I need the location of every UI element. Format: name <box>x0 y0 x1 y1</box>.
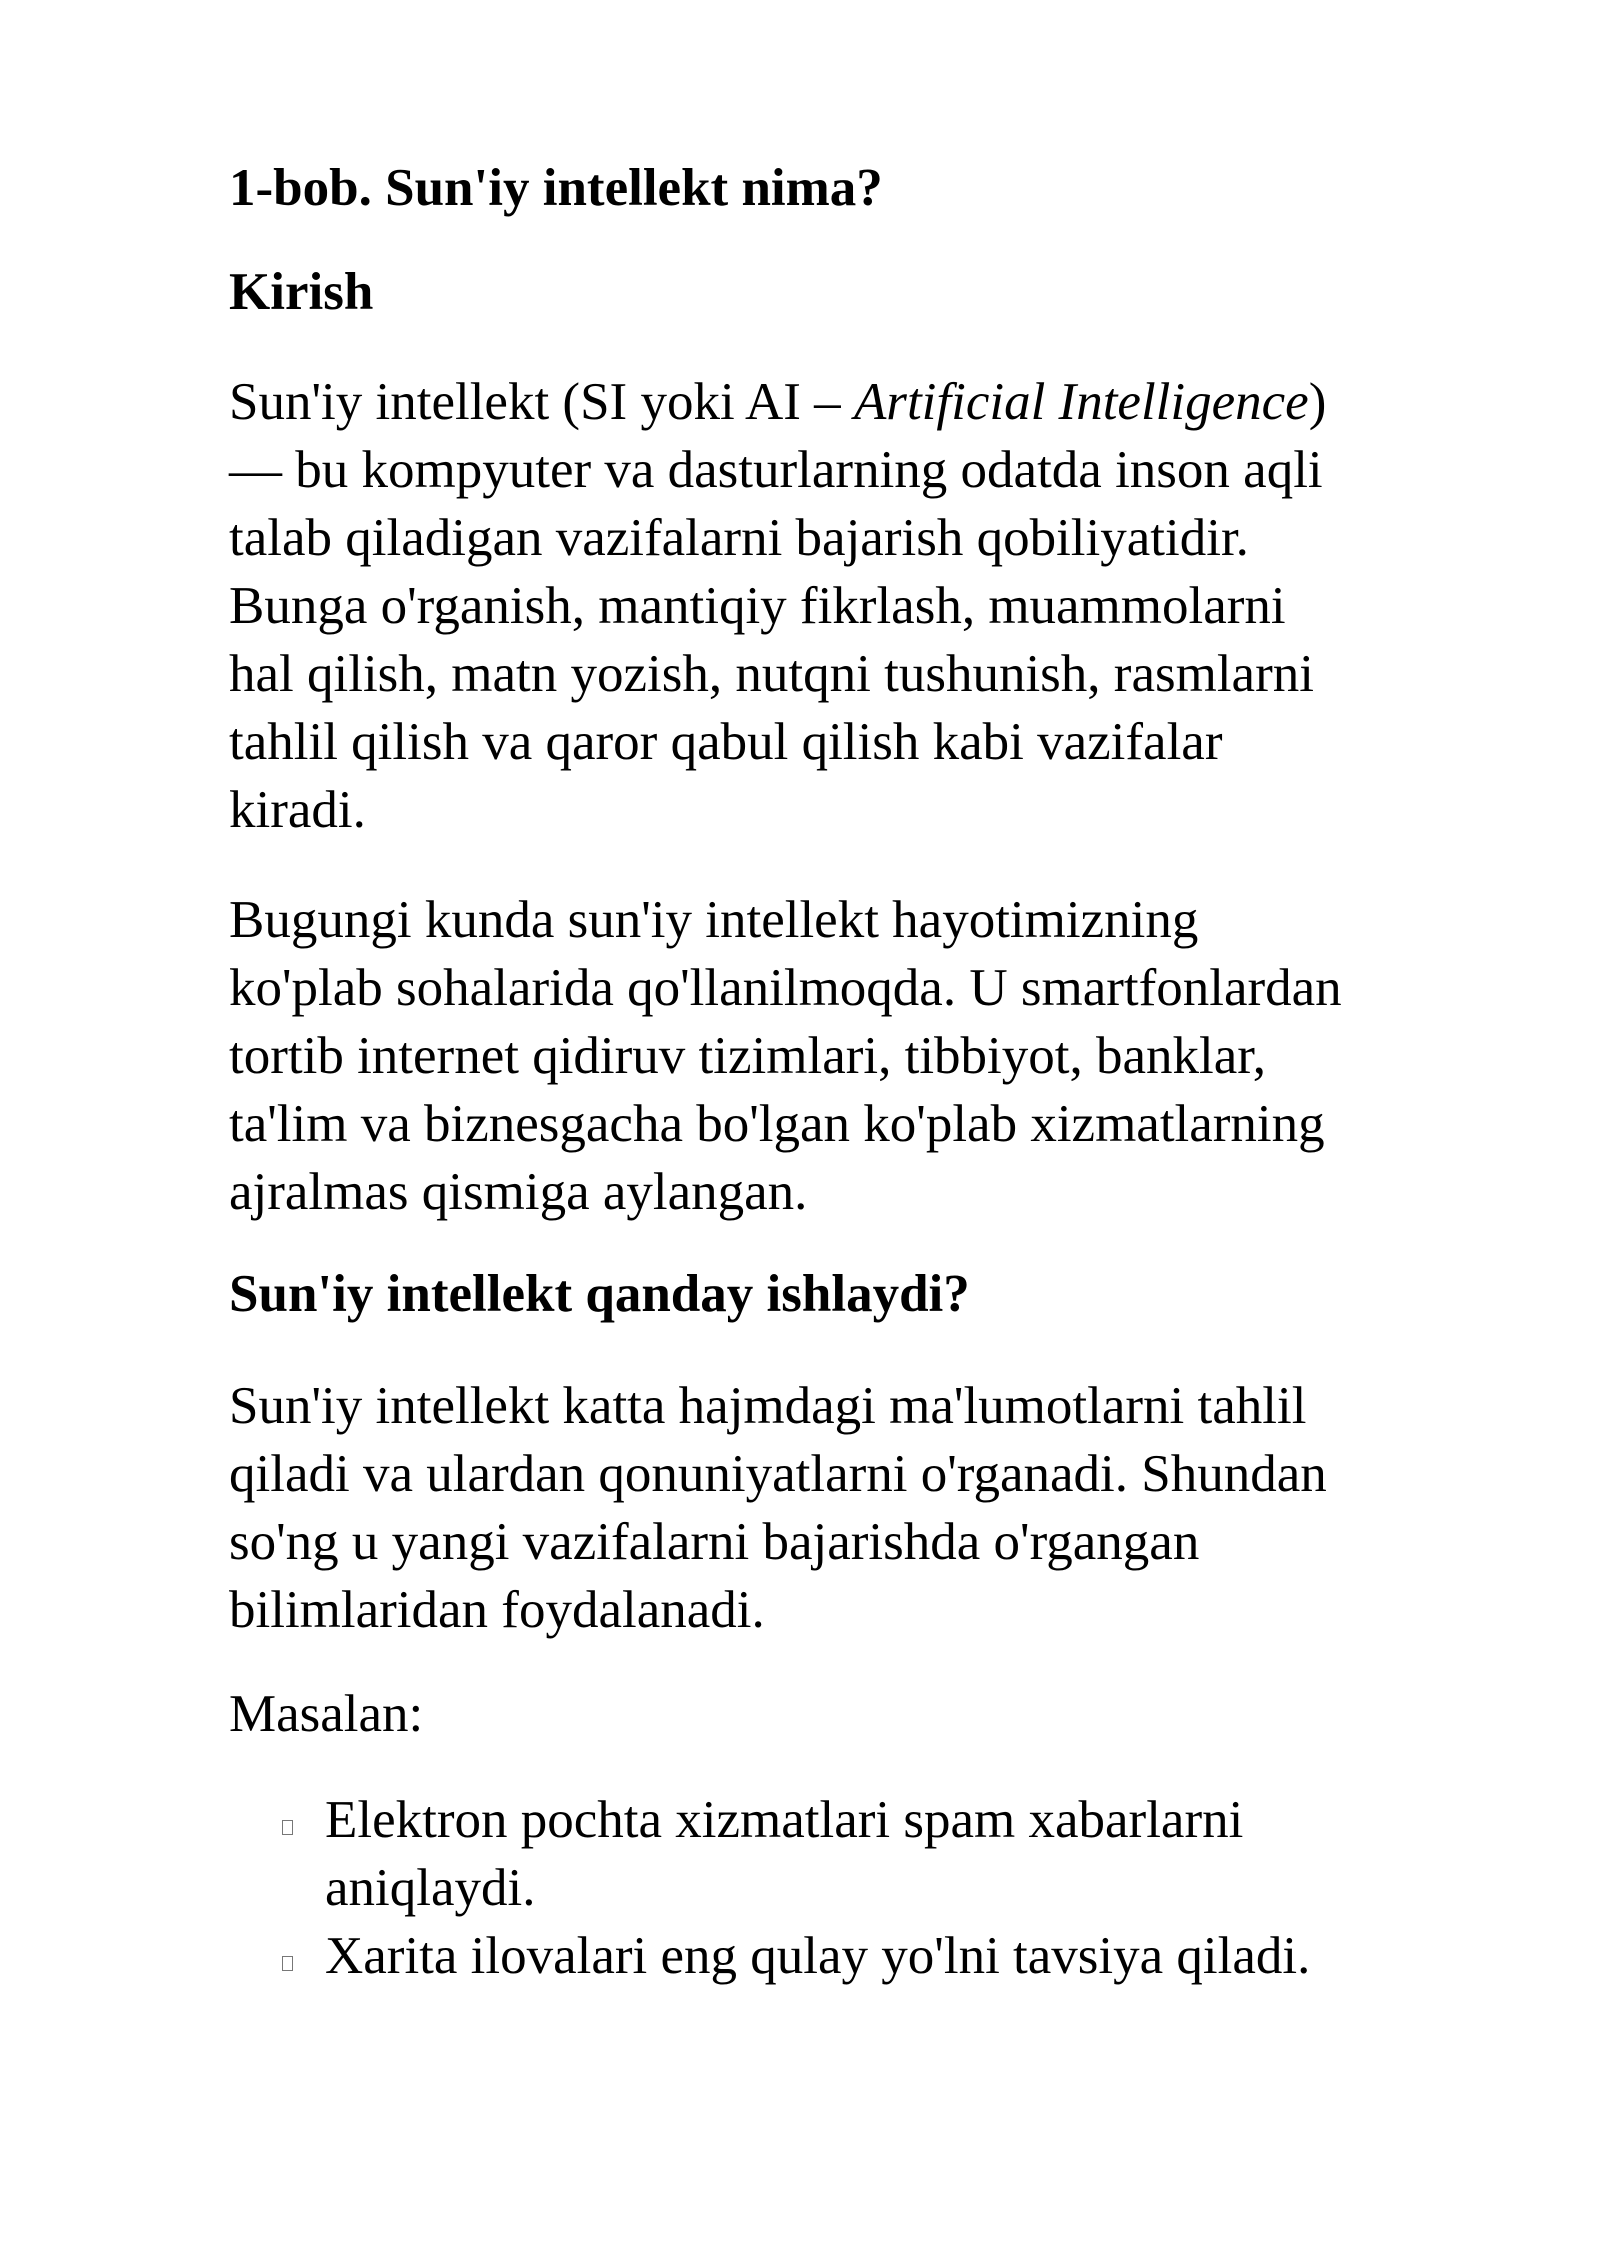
paragraph-line: ko'plab sohalarida qo'llanilmoqda. U smartfonlardan <box>229 959 1342 1017</box>
chapter-title: 1-bob. Sun'iy intellekt nima? <box>229 159 883 217</box>
list-item <box>229 1786 1310 1922</box>
paragraph-line: Bunga o'rganish, mantiqiy fikrlash, muammolarni <box>229 577 1286 635</box>
italic-term: Artificial Intelligence <box>853 373 1309 431</box>
section-heading-intro: Kirish <box>229 263 374 321</box>
paragraph-line: so'ng u yangi vazifalarni bajarishda o'rgangan <box>229 1513 1200 1571</box>
text-run: ) <box>1308 373 1327 431</box>
example-lead-paragraph <box>229 1680 423 1748</box>
bullet-box-icon <box>282 1956 293 1971</box>
paragraph-line: — bu kompyuter va dasturlarning odatda inson aqli <box>229 441 1323 499</box>
text-run: Sun'iy intellekt (SI yoki AI – <box>229 373 854 431</box>
paragraph-line: ta'lim va biznesgacha bo'lgan ko'plab xizmatlarning <box>229 1095 1325 1153</box>
paragraph-line <box>229 368 1326 436</box>
section-heading-how-it-works: Sun'iy intellekt qanday ishlaydi? <box>229 1265 970 1323</box>
paragraph-line: kiradi. <box>229 781 366 839</box>
bullet-box-icon <box>282 1820 293 1835</box>
list-item <box>229 1922 1310 1990</box>
how-it-works-paragraph <box>229 1372 1327 1644</box>
intro-paragraph-usage <box>229 886 1342 1226</box>
paragraph-line: Masalan: <box>229 1685 424 1743</box>
list-item-line: aniqlaydi. <box>325 1859 536 1917</box>
paragraph-line: talab qiladigan vazifalarni bajarish qobiliyatidir. <box>229 509 1249 567</box>
paragraph-line: tahlil qilish va qaror qabul qilish kabi vazifalar <box>229 713 1223 771</box>
paragraph-line: qiladi va ulardan qonuniyatlarni o'rganadi. Shundan <box>229 1445 1327 1503</box>
paragraph-line: ajralmas qismiga aylangan. <box>229 1163 808 1221</box>
paragraph-line: tortib internet qidiruv tizimlari, tibbiyot, banklar, <box>229 1027 1267 1085</box>
paragraph-line: bilimlaridan foydalanadi. <box>229 1581 765 1639</box>
list-item-line: Xarita ilovalari eng qulay yo'lni tavsiya qiladi. <box>325 1927 1311 1985</box>
paragraph-line: Bugungi kunda sun'iy intellekt hayotimizning <box>229 891 1199 949</box>
paragraph-line: hal qilish, matn yozish, nutqni tushunish, rasmlarni <box>229 645 1314 703</box>
examples-list <box>229 1786 1310 1990</box>
paragraph-line: Sun'iy intellekt katta hajmdagi ma'lumotlarni tahlil <box>229 1377 1307 1435</box>
intro-paragraph-definition <box>229 368 1326 844</box>
list-item-line: Elektron pochta xizmatlari spam xabarlarni <box>325 1791 1244 1849</box>
